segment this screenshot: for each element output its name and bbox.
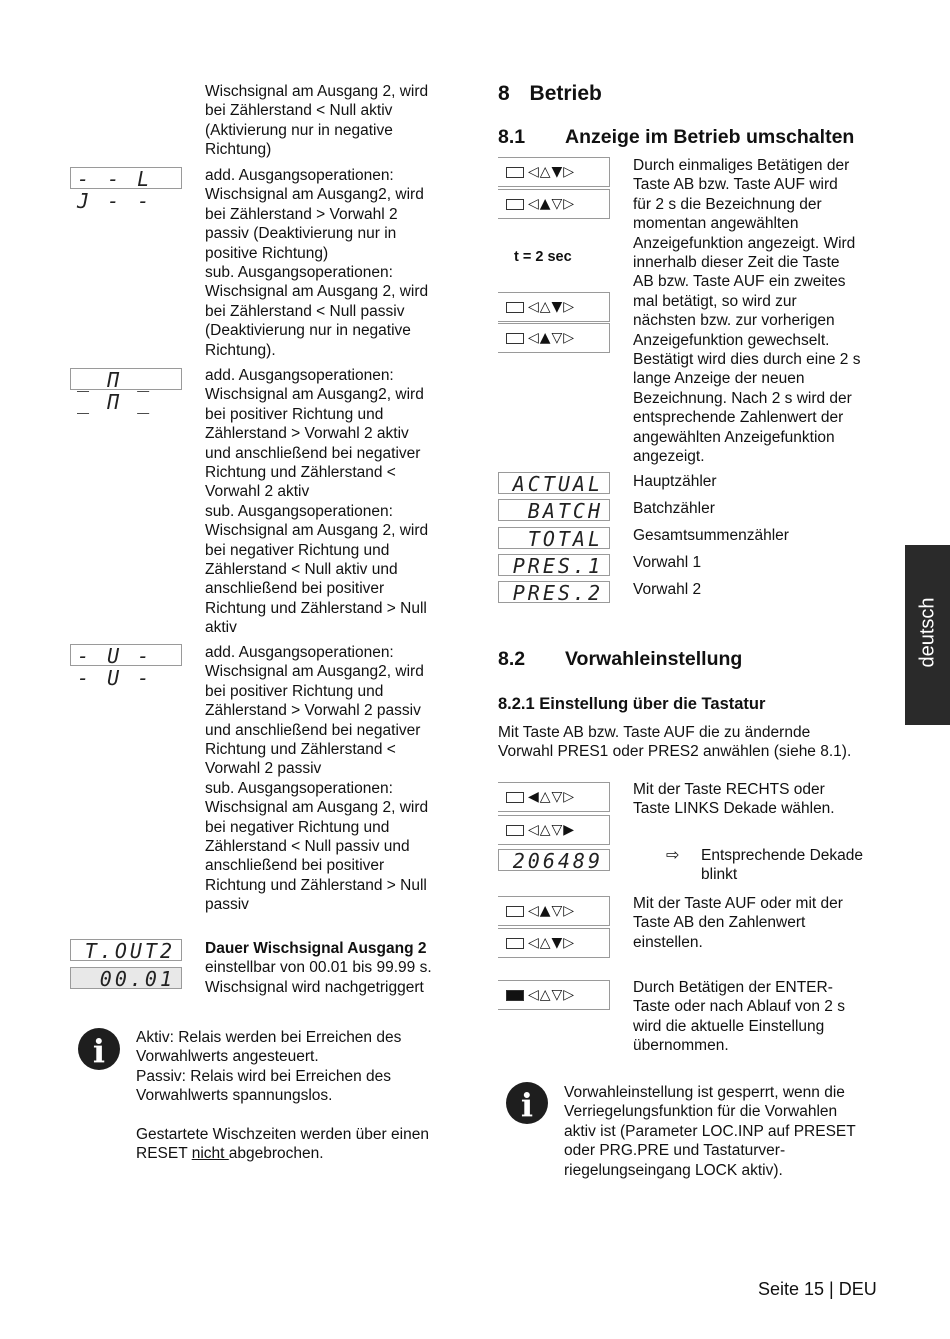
language-tab: deutsch — [905, 545, 950, 725]
label-total: Gesamtsummenzähler — [633, 527, 789, 544]
lcd-mode-2: _ П _ _ П _ — [70, 368, 182, 390]
keypad-up: ◁▲▽▷ — [498, 189, 610, 219]
lcd-actual: ACTUAL — [498, 472, 610, 494]
page-footer: Seite 15 | DEU — [758, 1279, 877, 1299]
lcd-mode-3: - U - - U - — [70, 644, 182, 666]
arrow-right-icon: ⇨ — [666, 845, 680, 864]
step-1-description: Mit der Taste RECHTS oder Taste LINKS Dekade wählen. — [633, 781, 835, 818]
lcd-pres2: PRES.2 — [498, 581, 610, 603]
lcd-preset-value: 206489 — [498, 849, 610, 871]
display-switch-description: Durch einmaliges Betätigen der Taste AB bzw. Taste AUF wird für 2 s die Bezeichnung der momentan angewählten Anzeigefunktion angezeigt. Wird innerhalb dieser Zeit die Taste AB bzw. Taste AUF ein zweites mal betätigt, so wird zur nächsten bzw. zur vorherigen Anzeigefunktion gewechselt. Bestätigt wird dies durch eine 2 s lange Anzeige der neuen Bezeichnung. Nach 2 s wird der entsprechende Zahlenwert der angewählten Anzeigefunktion angezeigt. — [633, 157, 861, 466]
label-actual: Hauptzähler — [633, 473, 717, 490]
keypad-right: ◁△▽▶ — [498, 815, 610, 845]
mode-3-description: add. Ausgangsoperationen: Wischsignal am Ausgang2, wird bei positiver Richtung und Zählerstand > Vorwahl 2 passiv und anschließend bei negativer Richtung und Zählerstand < Vorwahl 2 passiv sub. Ausgangsoperationen: Wischsignal am Ausgang 2, wird bei negativer Richtung und Zählerstand < Null passiv und anschließend bei positiver Richtung und Zählerstand > Null passiv — [205, 644, 429, 914]
info-icon: i — [78, 1028, 120, 1070]
keypad-down-3: ◁△▼▷ — [498, 928, 610, 958]
label-pres1: Vorwahl 1 — [633, 554, 702, 571]
lcd-pres1: PRES.1 — [498, 554, 610, 576]
info-icon: i — [506, 1082, 548, 1124]
time-label: t = 2 sec — [514, 249, 572, 265]
keypad-up-3: ◁▲▽▷ — [498, 896, 610, 926]
mode-2-description: add. Ausgangsoperationen: Wischsignal am Ausgang2, wird bei positiver Richtung und Zählerstand > Vorwahl 2 aktiv und anschließend bei negativer Richtung und Zählerstand < Vorwahl 2 aktiv sub. Ausgangsoperationen: Wischsignal am Ausgang 2, wird bei negativer Richtung und Zählerstand < Null aktiv und anschließend bei positiver Richtung und Zählerstand > Null aktiv — [205, 367, 429, 637]
label-batch: Batchzähler — [633, 500, 715, 517]
keypad-left: ◀△▽▷ — [498, 782, 610, 812]
lcd-total: TOTAL — [498, 527, 610, 549]
step-3-description: Durch Betätigen der ENTER- Taste oder nach Ablauf von 2 s wird die aktuelle Einstellung übernommen. — [633, 979, 845, 1055]
left-info-note: Aktiv: Relais werden bei Erreichen des Vorwahlwerts angesteuert. Passiv: Relais wird bei Erreichen des Vorwahlwerts spannungslos. Gestartete Wischzeiten werden über einen RESET nicht abgebrochen. — [136, 1029, 429, 1163]
keypad-down: ◁△▼▷ — [498, 157, 610, 187]
tout-title: Dauer Wischsignal Ausgang 2 — [205, 940, 427, 957]
label-pres2: Vorwahl 2 — [633, 581, 702, 598]
step-1-result: Entsprechende Dekade blinkt — [701, 847, 864, 884]
lcd-mode-1: - - L J - - — [70, 167, 182, 189]
section-heading: 8 Betrieb — [498, 82, 602, 105]
keypad-up-2: ◁▲▽▷ — [498, 323, 610, 353]
subsection-8-2-1-heading: 8.2.1 Einstellung über die Tastatur — [498, 695, 766, 713]
lcd-tout: T.OUT2 — [70, 939, 182, 961]
preset-intro: Mit Taste AB bzw. Taste AUF die zu ändernde Vorwahl PRES1 oder PRES2 anwählen (siehe 8.1). — [498, 724, 852, 761]
right-info-note: Vorwahleinstellung ist gesperrt, wenn die Verriegelungsfunktion für die Vorwahlen aktiv ist (Parameter LOC.INP auf PRESET oder PRG.PRE und Tastaturver- riegelungseingang LOCK aktiv). — [564, 1084, 856, 1179]
lcd-batch: BATCH — [498, 499, 610, 521]
lcd-tout-value: 00.01 — [70, 967, 182, 989]
intro-text: Wischsignal am Ausgang 2, wird bei Zählerstand < Null aktiv (Aktivierung nur in negative Richtung) — [205, 83, 429, 159]
keypad-down-2: ◁△▼▷ — [498, 292, 610, 322]
subsection-8-1-heading: 8.1 Anzeige im Betrieb umschalten — [498, 126, 855, 148]
mode-1-description: add. Ausgangsoperationen: Wischsignal am Ausgang2, wird bei Zählerstand > Vorwahl 2 passiv (Deaktivierung nur in positive Richtung) sub. Ausgangsoperationen: Wischsignal am Ausgang 2, wird bei Zählerstand < Null passiv (Deaktivierung nur in negative Richtung). — [205, 167, 429, 359]
tout-description: Dauer Wischsignal Ausgang 2 einstellbar von 00.01 bis 99.99 s. Wischsignal wird nachgetriggert — [205, 940, 432, 996]
step-2-description: Mit der Taste AUF oder mit der Taste AB den Zahlenwert einstellen. — [633, 895, 843, 951]
subsection-8-2-heading: 8.2 Vorwahleinstellung — [498, 648, 743, 670]
keypad-enter: ◁△▽▷ — [498, 980, 610, 1010]
